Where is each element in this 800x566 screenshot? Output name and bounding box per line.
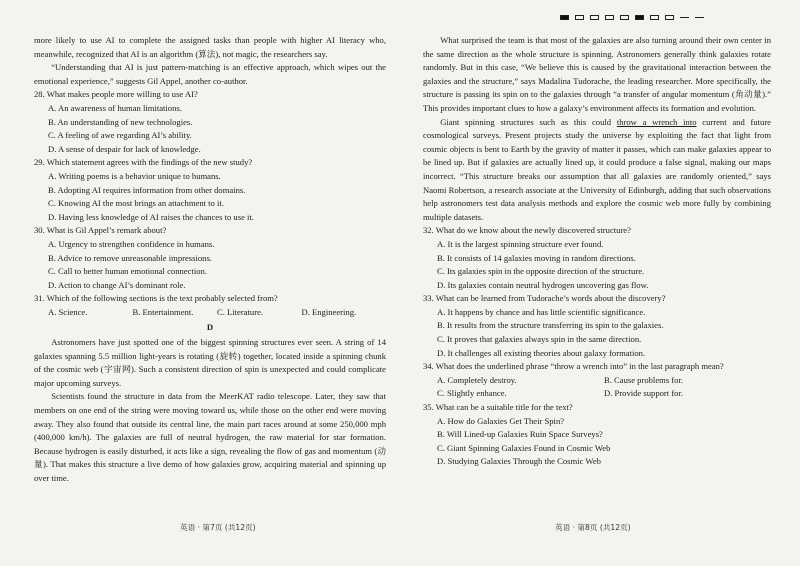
question-29: 29. Which statement agrees with the findings of the new study? [34,157,253,168]
option-30b: B. Advice to remove unreasonable impressions. [48,252,212,263]
intro-paragraph-1: more likely to use AI to complete the assigned tasks than people with higher AI literacy who, meanwhile, recognized that AI is an algorithm (算法), not magic, the researchers say. [34,35,386,59]
registration-mark [680,17,689,21]
question-31: 31. Which of the following sections is the text probably selected from? [34,293,278,304]
option-34b: B. Cause problems for. [604,374,684,385]
passage-d-paragraph-4 [423,116,771,225]
option-35a: A. How do Galaxies Get Their Spin? [437,415,565,426]
option-35b: B. Will Lined-up Galaxies Ruin Space Surveys? [437,429,603,440]
section-heading-d: D [206,322,214,333]
registration-mark [605,15,614,20]
option-32c: C. Its galaxies spin in the opposite direction of the structure. [437,266,645,277]
question-28: 28. What makes people more willing to use AI? [34,89,198,100]
registration-mark [695,17,704,21]
option-28c: C. A feeling of awe regarding AI’s ability. [48,130,192,141]
right-page [423,34,771,469]
option-32a: A. It is the largest spinning structure ever found. [437,238,604,249]
passage-d-paragraph-1: Astronomers have just spotted one of the biggest spinning structures ever seen. A string of 14 galaxies spanning 5.5 million light-years is rotating (旋转) together, located inside a spinning chunk of the cosmic web (宇宙网). Such a consistent direction of spin is unexpected and could complicate major upcoming surveys. [34,337,386,388]
paragraph-text: current and future cosmological surveys. Present projects study the universe by exploiting the fact that light from cosmic objects is bent to Earth by the gravity of matter it passes, which can make galaxies appear to be lined up. But if galaxies are actually lined up, it could produce a false signal, making our maps incorrect. “This structure breaks our assumption that all galaxies are randomly oriented,” says Naomi Robertson, a research associate at the University of Edinburgh, adding that such observations help astronomers test data analysis methods and explore the cosmic web more fully by combining multiple datasets. [423,116,771,222]
question-33: 33. What can be learned from Tudorache’s words about the discovery? [423,293,666,304]
option-29b: B. Adopting AI requires information from other domains. [48,184,246,195]
registration-mark [635,15,644,20]
page-footer-left: 英语 · 第7页 (共12页) [180,523,256,532]
page-footer-right: 英语 · 第8页 (共12页) [555,523,631,532]
option-29d: D. Having less knowledge of AI raises the chances to use it. [48,211,254,222]
passage-d-paragraph-3: What surprised the team is that most of the galaxies are also turning around their own center in the same direction as the whole structure is spinning. Astronomers generally think galaxies rotate randomly. But in this case, “We believe this is caused by the gravitational interaction between the galaxies and the structure,” says Madalina Tudorache, the leading researcher. More specifically, the structure is passing its spin on to the galaxies through “a transfer of angular momentum (角动量).” This provides important clues to how a galaxy’s environment affects its formation and evolution. [423,35,771,113]
option-31d: D. Engineering. [301,306,357,317]
underlined-phrase: throw a wrench into [616,116,697,127]
registration-mark [620,15,629,20]
option-30a: A. Urgency to strengthen confidence in humans. [48,238,215,249]
option-34d: D. Provide support for. [604,388,684,399]
option-34a: A. Completely destroy. [437,374,517,385]
registration-mark [590,15,599,20]
option-28a: A. An awareness of human limitations. [48,102,182,113]
option-33a: A. It happens by chance and has little scientific significance. [437,306,646,317]
left-page [34,34,386,486]
question-35: 35. What can be a suitable title for the text? [423,402,573,413]
option-33d: D. It challenges all existing theories about galaxy formation. [437,347,646,358]
registration-mark [575,15,584,20]
option-31c: C. Literature. [217,306,264,317]
option-33c: C. It proves that galaxies always spin in the same direction. [437,334,642,345]
registration-mark [650,15,659,20]
option-34c: C. Slightly enhance. [437,388,507,399]
options-34 [437,374,771,401]
option-29a: A. Writing poems is a behavior unique to humans. [48,170,221,181]
option-32d: D. Its galaxies contain neutral hydrogen uncovering gas flow. [437,279,649,290]
option-28b: B. An understanding of new technologies. [48,116,193,127]
option-33b: B. It results from the structure transferring its spin to the galaxies. [437,320,664,331]
paragraph-text: Giant spinning structures such as this could [440,116,617,127]
question-34: 34. What does the underlined phrase “throw a wrench into” in the last paragraph mean? [423,361,724,372]
registration-mark [560,15,569,20]
intro-paragraph-2: “Understanding that AI is just pattern-matching is an effective approach, which wipes out the emotional experience,” suggests Gil Appel, another co-author. [34,62,386,86]
print-registration-marks [560,15,704,21]
option-28d: D. A sense of despair for lack of knowledge. [48,143,201,154]
passage-d-paragraph-2: Scientists found the structure in data from the MeerKAT radio telescope. Later, they saw that members on one end of the string were moving toward us, while those on the other end were moving away. They also found that outside its central line, the main part races around at some 250,000 mph (400,000 km/h). The galaxies are full of neutral hydrogen, the raw material for star formation. Because hydrogen is easily disturbed, it acts like a sign, revealing the flow of gas and momentum (动量). That makes this structure a live demo of how galaxies grow, acquiring material and spinning up over time. [34,391,386,483]
option-32b: B. It consists of 14 galaxies moving in random directions. [437,252,636,263]
question-30: 30. What is Gil Appel’s remark about? [34,225,167,236]
option-31a: A. Science. [48,306,88,317]
option-30c: C. Call to better human emotional connection. [48,266,207,277]
options-31 [48,306,386,320]
option-35d: D. Studying Galaxies Through the Cosmic Web [437,456,601,467]
registration-mark [665,15,674,20]
option-30d: D. Action to change AI’s dominant role. [48,279,186,290]
option-29c: C. Knowing AI the most brings an attachment to it. [48,198,224,209]
option-31b: B. Entertainment. [132,306,194,317]
option-35c: C. Giant Spinning Galaxies Found in Cosmic Web [437,442,611,453]
question-32: 32. What do we know about the newly discovered structure? [423,225,631,236]
